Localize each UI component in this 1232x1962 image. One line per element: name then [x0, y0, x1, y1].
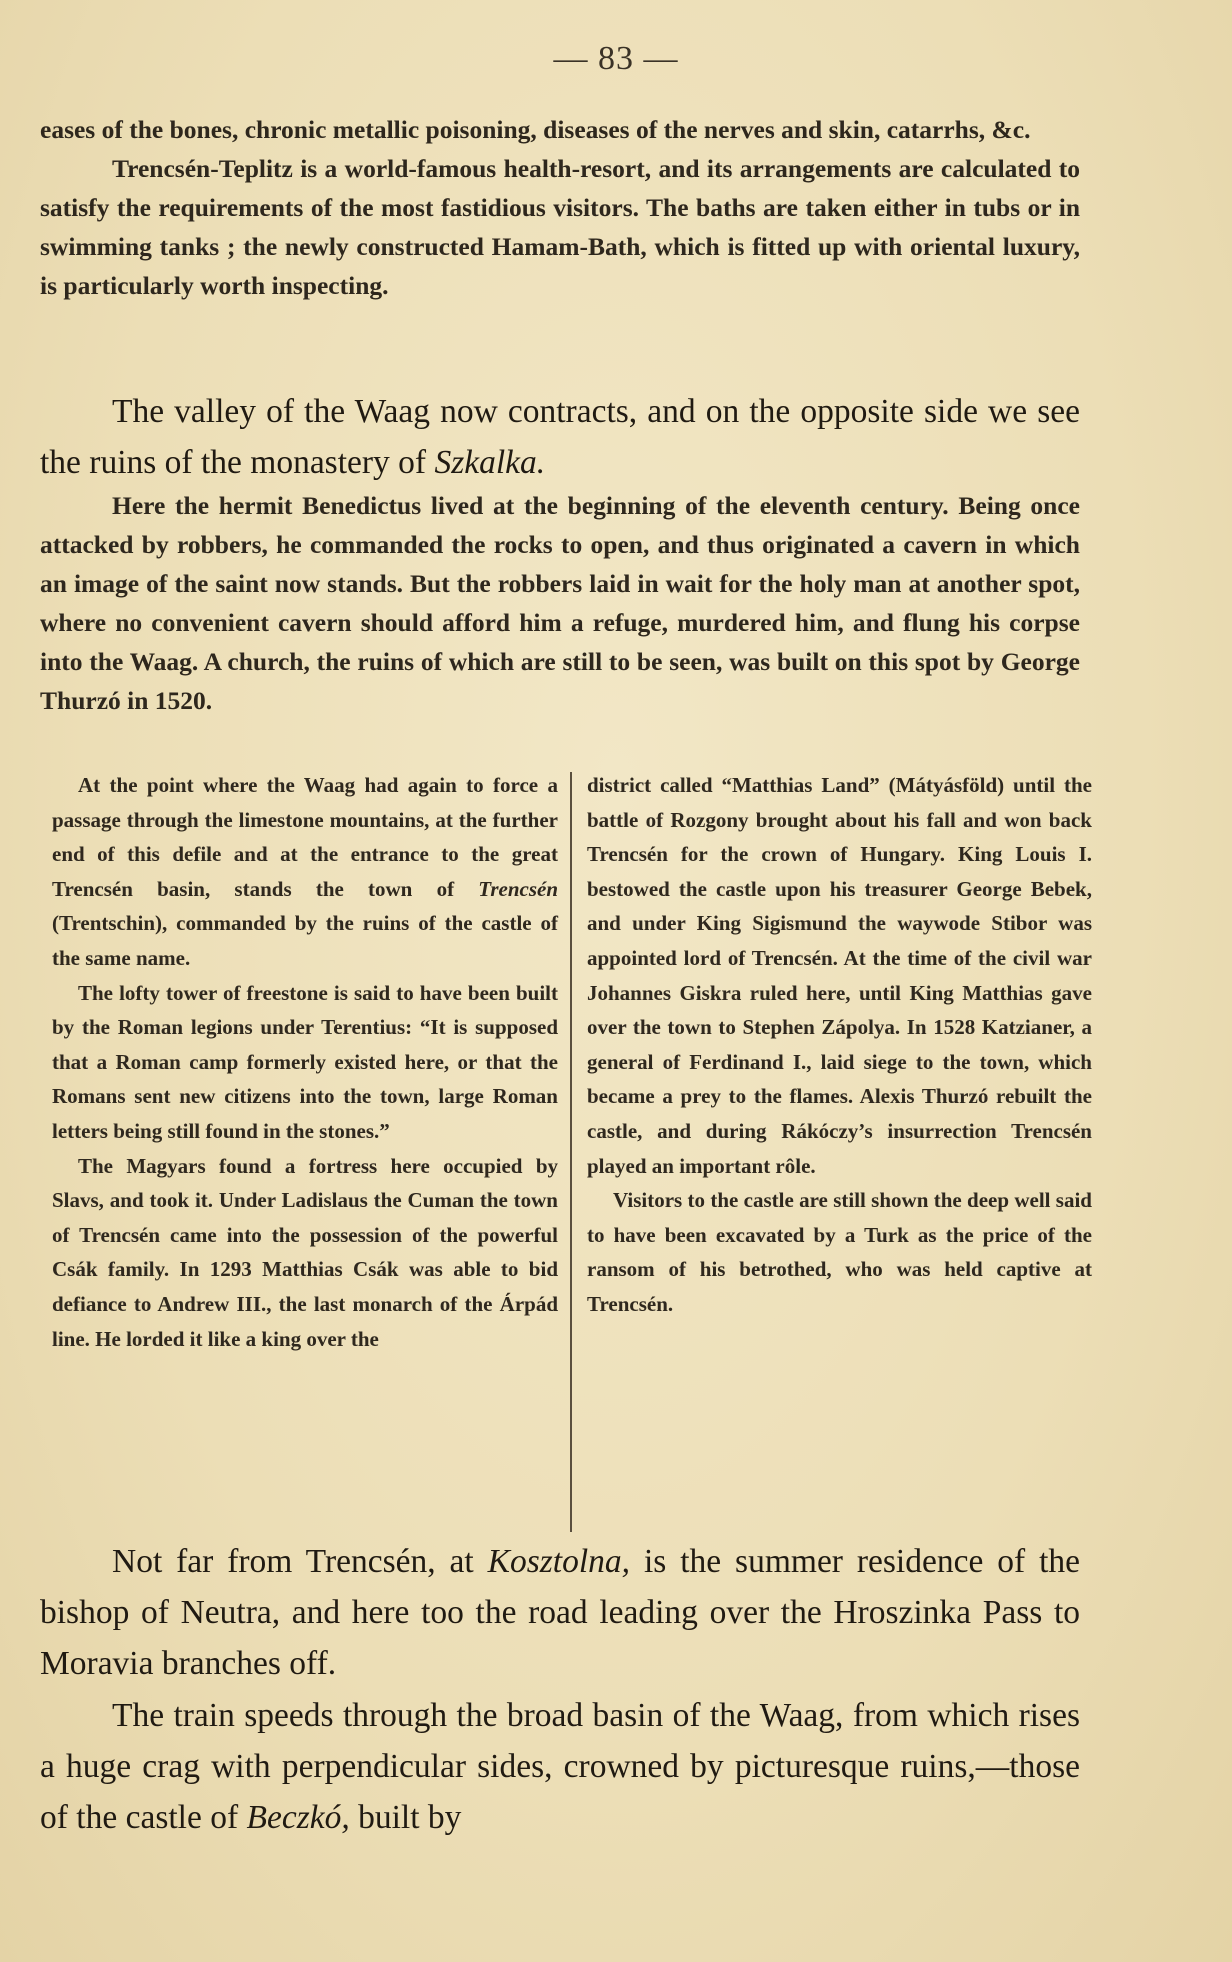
beczko-section [40, 1690, 1080, 1843]
kosztolna-section [40, 1536, 1080, 1689]
beczko-paragraph [40, 1690, 1080, 1843]
szkalka-heading-text: The valley of the Waag now contracts, and on the opposite side we see the ruins of the monastery of [40, 393, 1080, 481]
beczko-text-after: built by [349, 1799, 462, 1836]
szkalka-heading-section [40, 386, 1080, 488]
trencsen-text-after: (Trentschin), commanded by the ruins of the castle of the same name. [52, 911, 558, 970]
szkalka-heading [40, 386, 1080, 488]
trencsen-text-before: At the point where the Waag had again to force a passage through the limestone mountains, at the further end of this defile and at the entrance to the great Trencsén basin, stands the town of [52, 773, 558, 901]
kosztolna-place-name: Kosztolna, [487, 1543, 631, 1580]
kosztolna-text-after: is the summer residence of the bishop of Neutra, and here too the road leading over the Hroszinka Pass to Moravia branches off. [40, 1543, 1080, 1682]
left-column-paragraph-1 [52, 768, 558, 976]
left-column [52, 768, 558, 1356]
szkalka-place-name: Szkalka. [434, 444, 546, 481]
intro-paragraph-2: Trencsén-Teplitz is a world-famous health-resort, and its arrangements are calculated to satisfy the requirements of the most fastidious visitors. The baths are taken either in tubs or in swimming tanks ; the newly constructed Hamam-Bath, which is fitted up with oriental luxury, is particularly worth inspecting. [40, 154, 1080, 300]
intro-paragraph-1: eases of the bones, chronic metallic poisoning, diseases of the nerves and skin, catarrhs, &c. [40, 115, 1031, 144]
szkalka-section [40, 486, 1080, 720]
kosztolna-text-before: Not far from Trencsén, at [112, 1543, 488, 1580]
left-column-paragraph-2: The lofty tower of freestone is said to have been built by the Roman legions under Terentius: “It is supposed that a Roman camp formerly existed here, or that the Romans sent new citizens into the town, large Roman letters being still found in the stones.” [52, 980, 558, 1143]
beczko-place-name: Beczkó, [246, 1799, 350, 1836]
kosztolna-paragraph [40, 1536, 1080, 1689]
left-column-paragraph-3: The Magyars found a fortress here occupied by Slavs, and took it. Under Ladislaus the Cuman the town of Trencsén came into the possession of the powerful Csák family. In 1293 Matthias Csák was able to bid defiance to Andrew III., the last monarch of the Árpád line. He lorded it like a king over the [52, 1153, 558, 1351]
column-divider [570, 772, 572, 1532]
right-column-paragraph-1: district called “Matthias Land” (Mátyásföld) until the battle of Rozgony brought about his fall and won back Trencsén for the crown of Hungary. King Louis I. bestowed the castle upon his treasurer George Bebek, and under King Sigismund the waywode Stibor was appointed lord of Trencsén. At the time of the civil war Johannes Giskra ruled here, until King Matthias gave over the town to Stephen Zápolya. In 1528 Katzianer, a general of Ferdinand I., laid siege to the town, which became a prey to the flames. Alexis Thurzó rebuilt the castle, and during Rákóczy’s insurrection Trencsén played an important rôle. [587, 773, 1092, 1178]
right-column [587, 768, 1092, 1322]
szkalka-paragraph: Here the hermit Benedictus lived at the beginning of the eleventh century. Being once attacked by robbers, he commanded the rocks to open, and thus originated a cavern in which an image of the saint now stands. But the robbers laid in wait for the holy man at another spot, where no convenient cavern should afford him a refuge, murdered him, and flung his corpse into the Waag. A church, the ruins of which are still to be seen, was built on this spot by George Thurzó in 1520. [40, 491, 1080, 715]
beczko-text-before: The train speeds through the broad basin of the Waag, from which rises a huge crag with perpendicular sides, crowned by picturesque ruins,—those of the castle of [40, 1697, 1080, 1836]
intro-section [40, 110, 1080, 305]
right-column-paragraph-2: Visitors to the castle are still shown the deep well said to have been excavated by a Turk as the price of the ransom of his betrothed, who was held captive at Trencsén. [587, 1188, 1092, 1316]
trencsen-place-name: Trencsén [478, 876, 558, 901]
page-number: — 83 — [553, 40, 679, 77]
